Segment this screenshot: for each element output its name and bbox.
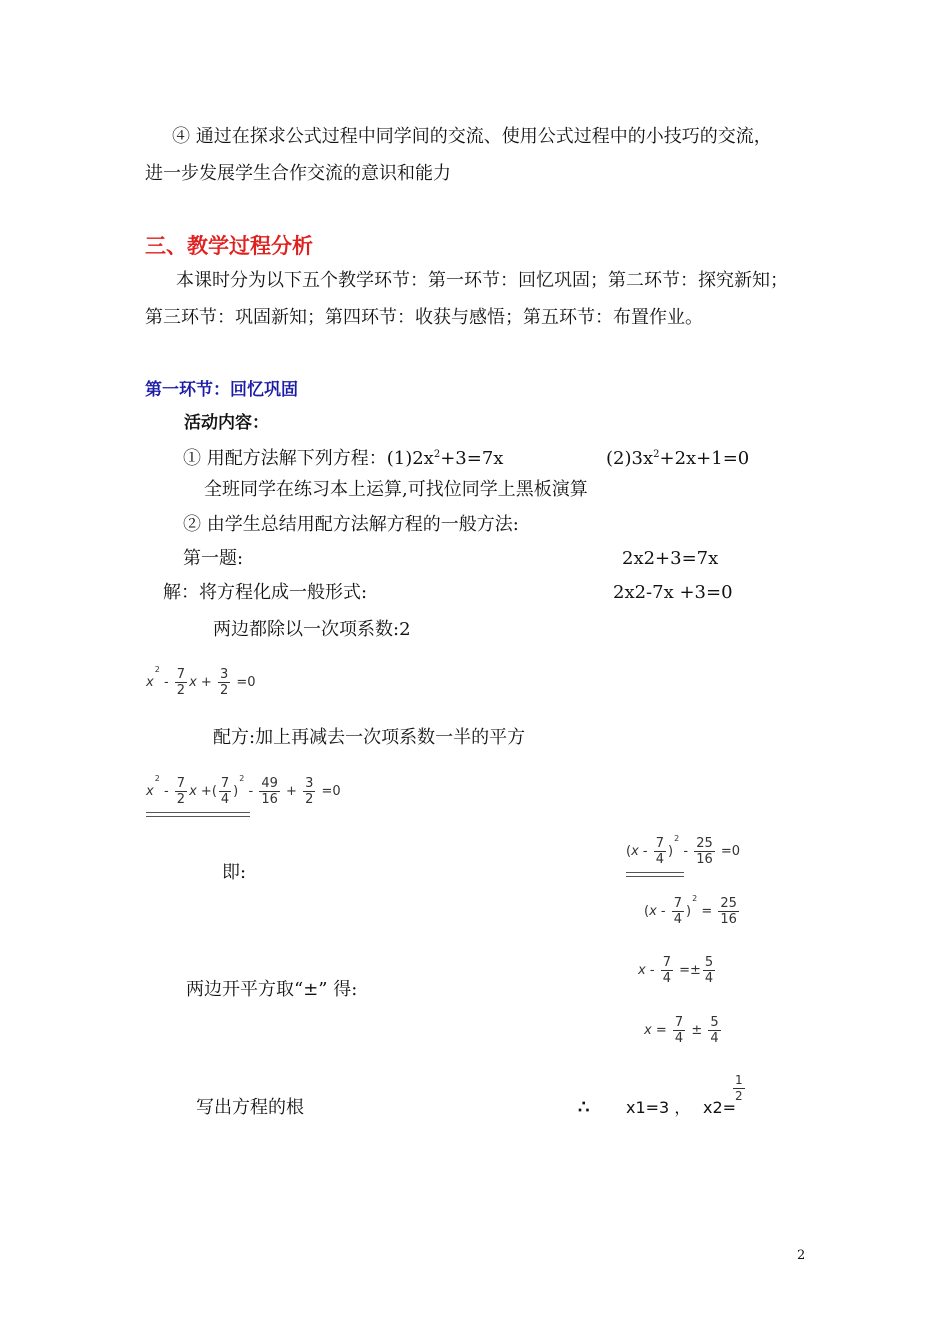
double-underline bbox=[146, 812, 250, 817]
root-x1: x1=3 ， bbox=[626, 1098, 691, 1117]
task-2: $(2)3x^2+2x+1=0$ bbox=[606, 448, 750, 469]
equation-x-value: x = $\frac{7}{4}$ ± $\frac{5}{4}$ bbox=[644, 1015, 719, 1046]
equation-completed: $x^2$ - $\frac{7}{2}$ x +( $\frac{7}{4}$ )$^2$ - $\frac{49}{16}$ + $\frac{3}{2}$ =0 bbox=[146, 774, 341, 807]
therefore-symbol: ∴ bbox=[578, 1097, 590, 1118]
step-1-heading: 第一环节：回忆巩固 bbox=[145, 380, 298, 400]
task-1: ① 用配方法解下列方程：$(1)2x^2+3=7x$ bbox=[183, 448, 504, 469]
sqrt-step: 两边开平方取“±” 得: bbox=[186, 979, 358, 1000]
intro-line-1: ④ 通过在探求公式过程中同学间的交流、使用公式过程中的小技巧的交流， bbox=[172, 126, 772, 147]
class-note: 全班同学在练习本上运算,可找位同学上黑板演算 bbox=[204, 479, 588, 500]
activity-label: 活动内容： bbox=[184, 413, 269, 433]
solution-general-form: 2x2-7x +3=0 bbox=[613, 582, 733, 603]
double-underline-2 bbox=[626, 872, 684, 877]
section-3-heading: 三、教学过程分析 bbox=[145, 233, 313, 258]
question-1-label: 第一题: bbox=[183, 548, 244, 569]
question-1-equation: 2x2+3=7x bbox=[622, 548, 719, 569]
roots-label: 写出方程的根 bbox=[196, 1097, 304, 1118]
task-3: ② 由学生总结用配方法解方程的一般方法: bbox=[183, 514, 519, 535]
ie-label: 即: bbox=[222, 862, 247, 883]
equation-square-equals: (x - $\frac{7}{4}$ )$^2$ = $\frac{25}{16}$ bbox=[644, 894, 737, 927]
section-3-para-line-2: 第三环节：巩固新知；第四环节：收获与感悟；第五环节：布置作业。 bbox=[145, 307, 703, 328]
solution-label: 解：将方程化成一般形式: bbox=[163, 582, 368, 603]
root-x2: x2= bbox=[703, 1098, 737, 1117]
divide-step: 两边都除以一次项系数:2 bbox=[213, 619, 411, 640]
equation-after-sqrt: x - $\frac{7}{4}$ =± $\frac{5}{4}$ bbox=[638, 955, 714, 986]
equation-divided: $x^2$ - $\frac{7}{2}$ x + $\frac{3}{2}$ =0 bbox=[146, 665, 256, 698]
complete-square-step: 配方:加上再减去一次项系数一半的平方 bbox=[213, 727, 526, 748]
section-3-para-line-1: 本课时分为以下五个教学环节：第一环节：回忆巩固；第二环节：探究新知； bbox=[176, 270, 788, 291]
intro-line-2: 进一步发展学生合作交流的意识和能力 bbox=[145, 163, 451, 184]
page-number: 2 bbox=[797, 1248, 806, 1263]
equation-square-form: (x - $\frac{7}{4}$ )$^2$ - $\frac{25}{16}$ =0 bbox=[626, 834, 741, 867]
root-x2-fraction: $\frac{1}{2}$ bbox=[735, 1073, 743, 1103]
